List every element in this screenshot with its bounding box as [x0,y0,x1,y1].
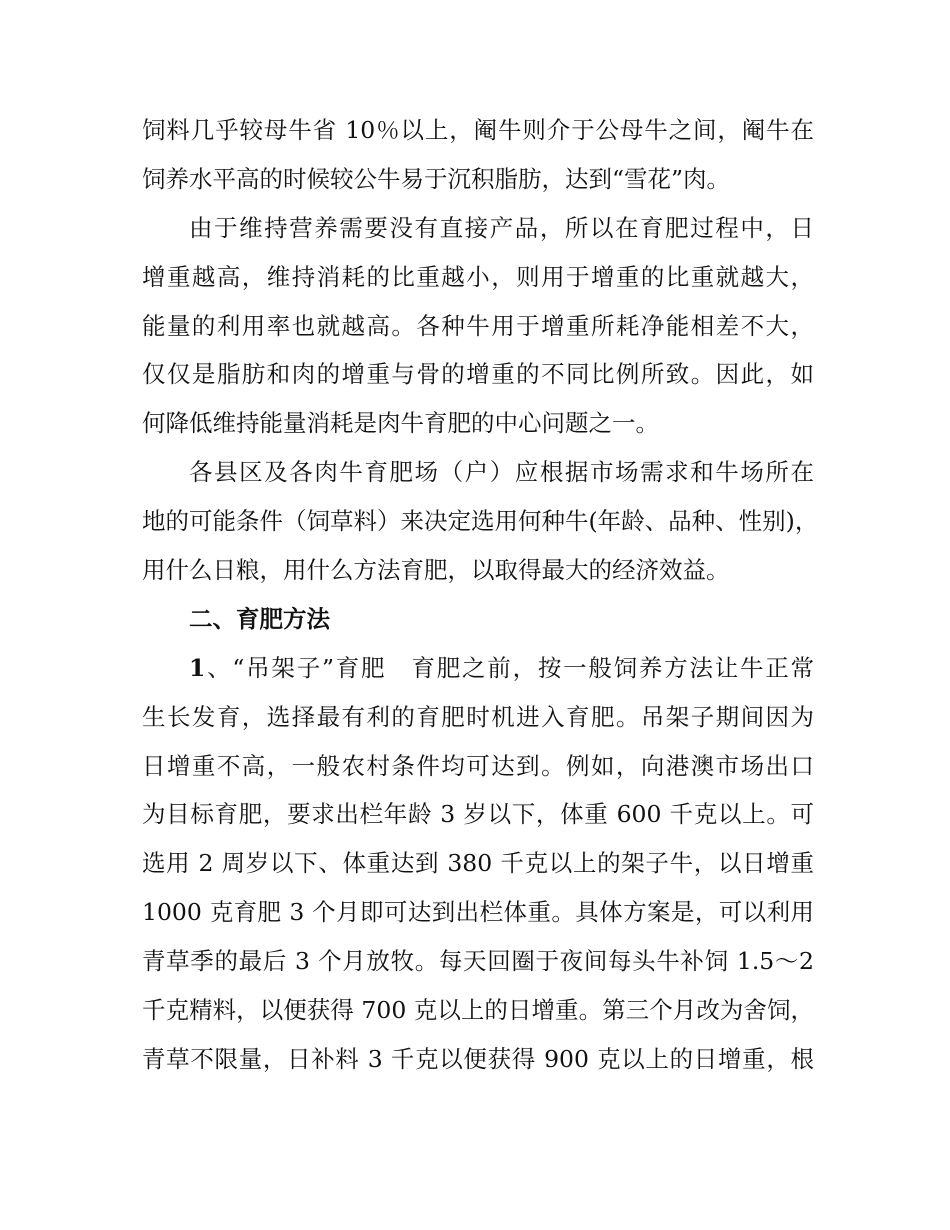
paragraph-4-line-5: 选用 2 周岁以下、体重达到 380 千克以上的架子牛，以日增重 [142,849,814,878]
paragraph-2-line-3: 能量的利用率也就越高。各种牛用于增重所耗净能相差不大， [142,311,814,340]
paragraph-3-line-1: 各县区及各肉牛育肥场（户）应根据市场需求和牛场所在 [189,458,814,487]
list-number: 1 [189,653,206,682]
paragraph-3-line-2: 地的可能条件（饲草料）来决定选用何种牛(年龄、品种、性别)， [142,507,819,536]
document-body [142,106,819,1084]
paragraph-2-line-1: 由于维持营养需要没有直接产品，所以在育肥过程中，日 [189,213,814,242]
paragraph-4-line-9: 青草不限量，日补料 3 千克以便获得 900 克以上的日增重，根 [142,1044,814,1073]
paragraph-2-line-4: 仅仅是脂肪和肉的增重与骨的增重的不同比例所致。因此，如 [142,360,814,389]
paragraph-4-line-6: 1000 克育肥 3 个月即可达到出栏体重。具体方案是，可以利用 [142,898,814,927]
paragraph-4-line-4: 为目标育肥，要求出栏年龄 3 岁以下，体重 600 千克以上。可 [142,800,814,829]
paragraph-4-line-7: 青草季的最后 3 个月放牧。每天回圈于夜间每头牛补饲 1.5～2 [142,947,814,976]
section-heading: 二、育肥方法 [189,604,330,633]
paragraph-4-line-8: 千克精料，以便获得 700 克以上的日增重。第三个月改为舍饲， [142,996,814,1025]
paragraph-3-line-3: 用什么日粮，用什么方法育肥，以取得最大的经济效益。 [142,556,730,585]
paragraph-4-line-3: 日增重不高，一般农村条件均可达到。例如，向港澳市场出口 [142,751,814,780]
paragraph-4-line-2: 生长发育，选择最有利的育肥时机进入育肥。吊架子期间因为 [142,702,814,731]
paragraph-2-line-5: 何降低维持能量消耗是肉牛育肥的中心问题之一。 [142,409,659,438]
paragraph-4-line-1-text: 、“吊架子”育肥 育肥之前，按一般饲养方法让牛正常 [205,653,814,682]
paragraph-1-line-2: 饲养水平高的时候较公牛易于沉积脂肪，达到“雪花”肉。 [142,164,731,193]
paragraph-2-line-2: 增重越高，维持消耗的比重越小，则用于增重的比重就越大， [142,262,814,291]
paragraph-1-line-1: 饲料几乎较母牛省 10％以上，阉牛则介于公母牛之间，阉牛在 [142,116,814,144]
paragraph-4-line-1 [142,644,814,693]
